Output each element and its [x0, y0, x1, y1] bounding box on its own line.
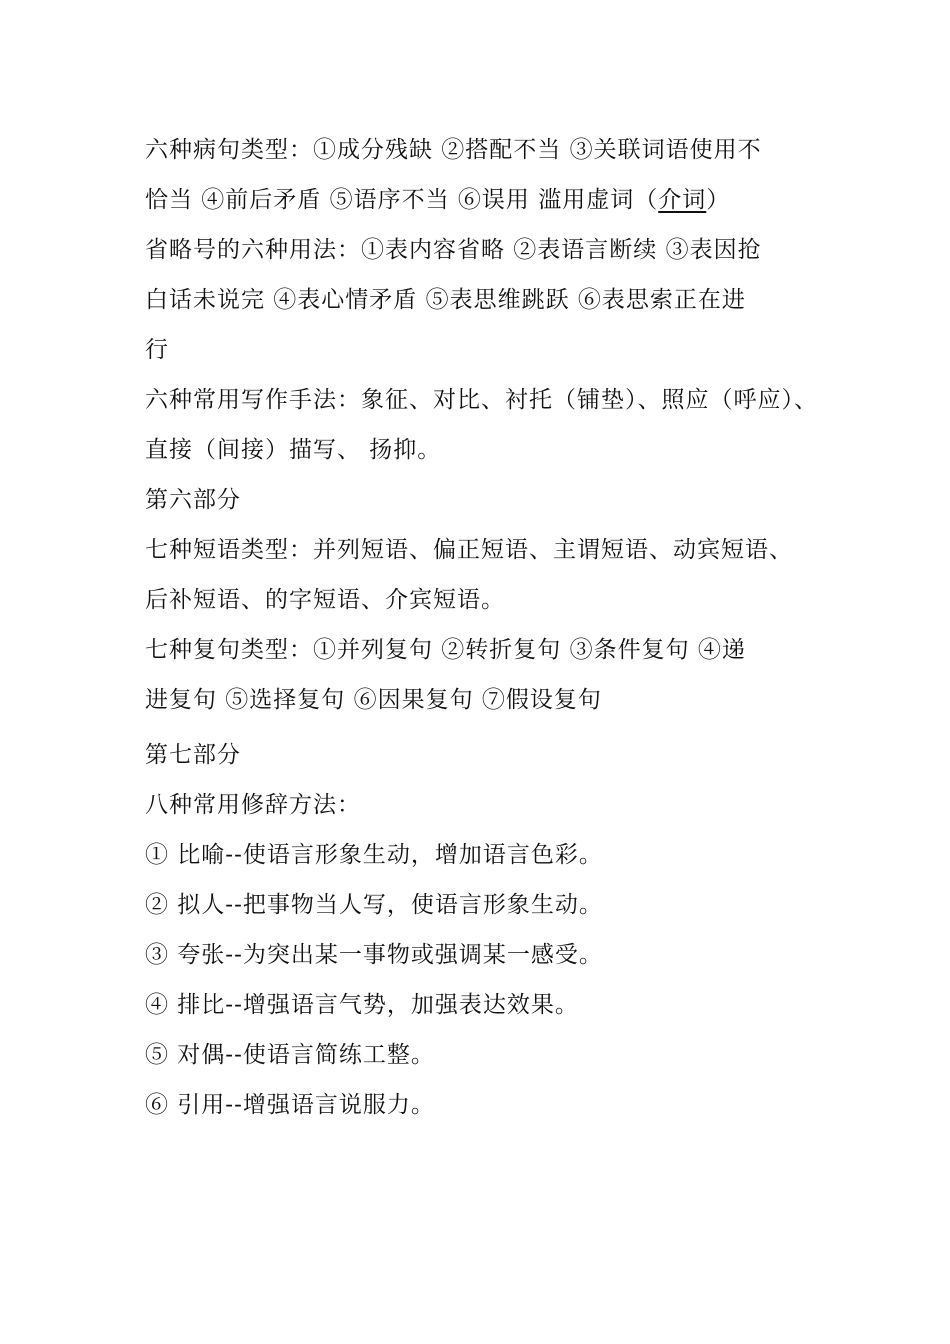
rhetoric-item: ① 比喻--使语言形象生动，增加语言色彩。 — [145, 842, 603, 868]
section-heading-part-7: 第七部分 — [145, 742, 241, 768]
closing-paren: ） — [706, 187, 731, 213]
sick-sentence-types-text: 恰当 ④前后矛盾 ⑤语序不当 ⑥误用 滥用虚词（ — [145, 187, 659, 213]
rhetoric-item: ③ 夸张--为突出某一事物或强调某一感受。 — [145, 942, 603, 968]
writing-techniques-line-1: 六种常用写作手法：象征、对比、衬托（铺垫）、照应（呼应）、 — [145, 387, 818, 413]
section-heading-part-6: 第六部分 — [145, 487, 241, 513]
rhetoric-item: ② 拟人--把事物当人写，使语言形象生动。 — [145, 892, 603, 918]
complex-sentence-types-line-1: 七种复句类型：①并列复句 ②转折复句 ③条件复句 ④递 — [145, 637, 746, 663]
phrase-types-line-2: 后补短语、的字短语、介宾短语。 — [145, 587, 505, 613]
sick-sentence-types-line-1: 六种病句类型：①成分残缺 ②搭配不当 ③关联词语使用不 — [145, 137, 762, 163]
rhetoric-item: ⑤ 对偶--使语言简练工整。 — [145, 1042, 435, 1068]
phrase-types-line-1: 七种短语类型：并列短语、偏正短语、主谓短语、动宾短语、 — [145, 537, 793, 563]
ellipsis-usage-line-1: 省略号的六种用法：①表内容省略 ②表语言断续 ③表因抢 — [145, 237, 762, 263]
writing-techniques-line-2: 直接（间接）描写、 扬抑。 — [145, 437, 442, 463]
complex-sentence-types-line-2: 进复句 ⑤选择复句 ⑥因果复句 ⑦假设复句 — [145, 687, 602, 713]
rhetoric-item: ⑥ 引用--增强语言说服力。 — [145, 1092, 435, 1118]
rhetoric-intro: 八种常用修辞方法： — [145, 792, 361, 818]
rhetoric-item: ④ 排比--增强语言气势，加强表达效果。 — [145, 992, 579, 1018]
sick-sentence-types-line-2 — [145, 185, 730, 215]
underlined-term: 介词 — [658, 187, 707, 213]
ellipsis-usage-line-3: 行 — [145, 337, 169, 363]
ellipsis-usage-line-2: 白话未说完 ④表心情矛盾 ⑤表思维跳跃 ⑥表思索正在进 — [145, 287, 746, 313]
